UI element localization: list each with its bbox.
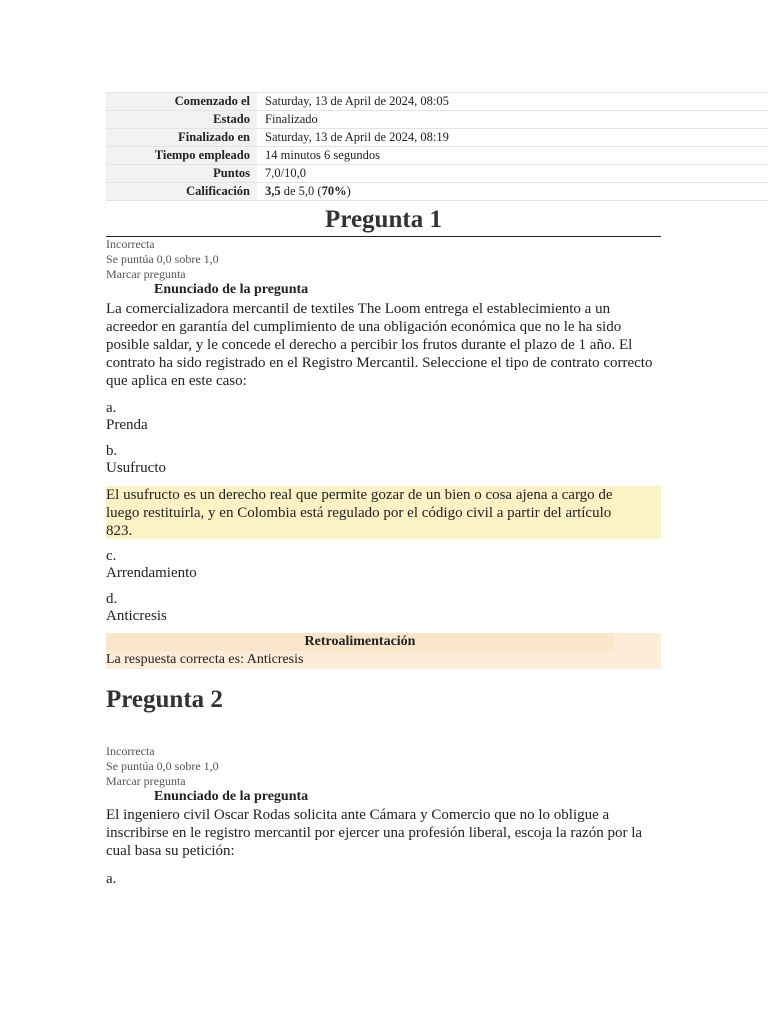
option-c-text[interactable]: Arrendamiento bbox=[106, 565, 197, 581]
summary-row-finished bbox=[106, 129, 768, 147]
option-b-text[interactable]: Usufructo bbox=[106, 460, 166, 476]
summary-row-points bbox=[106, 165, 768, 183]
question-2-status: Incorrecta bbox=[106, 744, 155, 758]
feedback-text: La respuesta correcta es: Anticresis bbox=[106, 652, 304, 667]
summary-value: 7,0/10,0 bbox=[257, 165, 768, 183]
summary-label: Finalizado en bbox=[106, 129, 257, 147]
explanation-line: El usufructo es un derecho real que permite gozar de un bien o cosa ajena a cargo de bbox=[106, 487, 613, 503]
option-d-letter[interactable]: d. bbox=[106, 591, 118, 607]
question-2-score: Se puntúa 0,0 sobre 1,0 bbox=[106, 759, 219, 773]
option-b-explanation bbox=[106, 486, 661, 539]
summary-label: Comenzado el bbox=[106, 93, 257, 111]
summary-label: Calificación bbox=[106, 183, 257, 201]
summary-label: Tiempo empleado bbox=[106, 147, 257, 165]
option-a-text[interactable]: Prenda bbox=[106, 417, 148, 433]
option-a-letter[interactable]: a. bbox=[106, 871, 117, 887]
option-d-text[interactable]: Anticresis bbox=[106, 608, 167, 624]
question-1-statement-title: Enunciado de la pregunta bbox=[154, 282, 309, 297]
grade-score: 3,5 bbox=[265, 184, 281, 198]
option-b-letter[interactable]: b. bbox=[106, 443, 118, 459]
grade-middle: de 5,0 ( bbox=[280, 184, 322, 198]
summary-row-started bbox=[106, 93, 768, 111]
explanation-line: luego restituirla, y en Colombia está regulado por el código civil a partir del artículo bbox=[106, 505, 612, 521]
summary-value: Saturday, 13 de April de 2024, 08:05 bbox=[257, 93, 768, 111]
summary-value: Saturday, 13 de April de 2024, 08:19 bbox=[257, 129, 768, 147]
question-2-statement-title: Enunciado de la pregunta bbox=[154, 789, 309, 804]
summary-row-grade bbox=[106, 183, 768, 201]
attempt-summary-table bbox=[106, 92, 768, 201]
feedback-title: Retroalimentación bbox=[106, 633, 614, 651]
question-1-status: Incorrecta bbox=[106, 237, 155, 251]
summary-label: Estado bbox=[106, 111, 257, 129]
summary-value: 14 minutos 6 segundos bbox=[257, 147, 768, 165]
option-a-letter[interactable]: a. bbox=[106, 400, 117, 416]
explanation-line: 823. bbox=[106, 523, 133, 539]
option-c-letter[interactable]: c. bbox=[106, 548, 117, 564]
summary-row-state bbox=[106, 111, 768, 129]
grade-percent: 70% bbox=[321, 184, 347, 198]
question-1-flag-link[interactable]: Marcar pregunta bbox=[106, 267, 186, 281]
grade-value bbox=[257, 183, 768, 201]
grade-end: ) bbox=[346, 184, 351, 198]
question-2-heading: Pregunta 2 bbox=[106, 686, 223, 713]
summary-value: Finalizado bbox=[257, 111, 768, 129]
question-1-heading: Pregunta 1 bbox=[106, 204, 661, 237]
summary-row-time bbox=[106, 147, 768, 165]
question-2-text: El ingeniero civil Oscar Rodas solicita ante Cámara y Comercio que no lo obligue a inscribirse en le registro mercantil por ejercer una profesión liberal, escoja la razón por la cual basa su petición: bbox=[106, 807, 643, 859]
question-2-flag-link[interactable]: Marcar pregunta bbox=[106, 774, 186, 788]
question-1-text: La comercializadora mercantil de textiles The Loom entrega el establecimiento a un acreedor en garantía del cumplimiento de una obligación económica que no le ha sido posible saldar, y le concede el derecho a percibir los frutos durante el plazo de 1 año. El contrato ha sido registrado en el Registro Mercantil. Seleccione el tipo de contrato correcto que aplica en este caso: bbox=[106, 301, 653, 389]
question-1-score: Se puntúa 0,0 sobre 1,0 bbox=[106, 252, 219, 266]
summary-label: Puntos bbox=[106, 165, 257, 183]
